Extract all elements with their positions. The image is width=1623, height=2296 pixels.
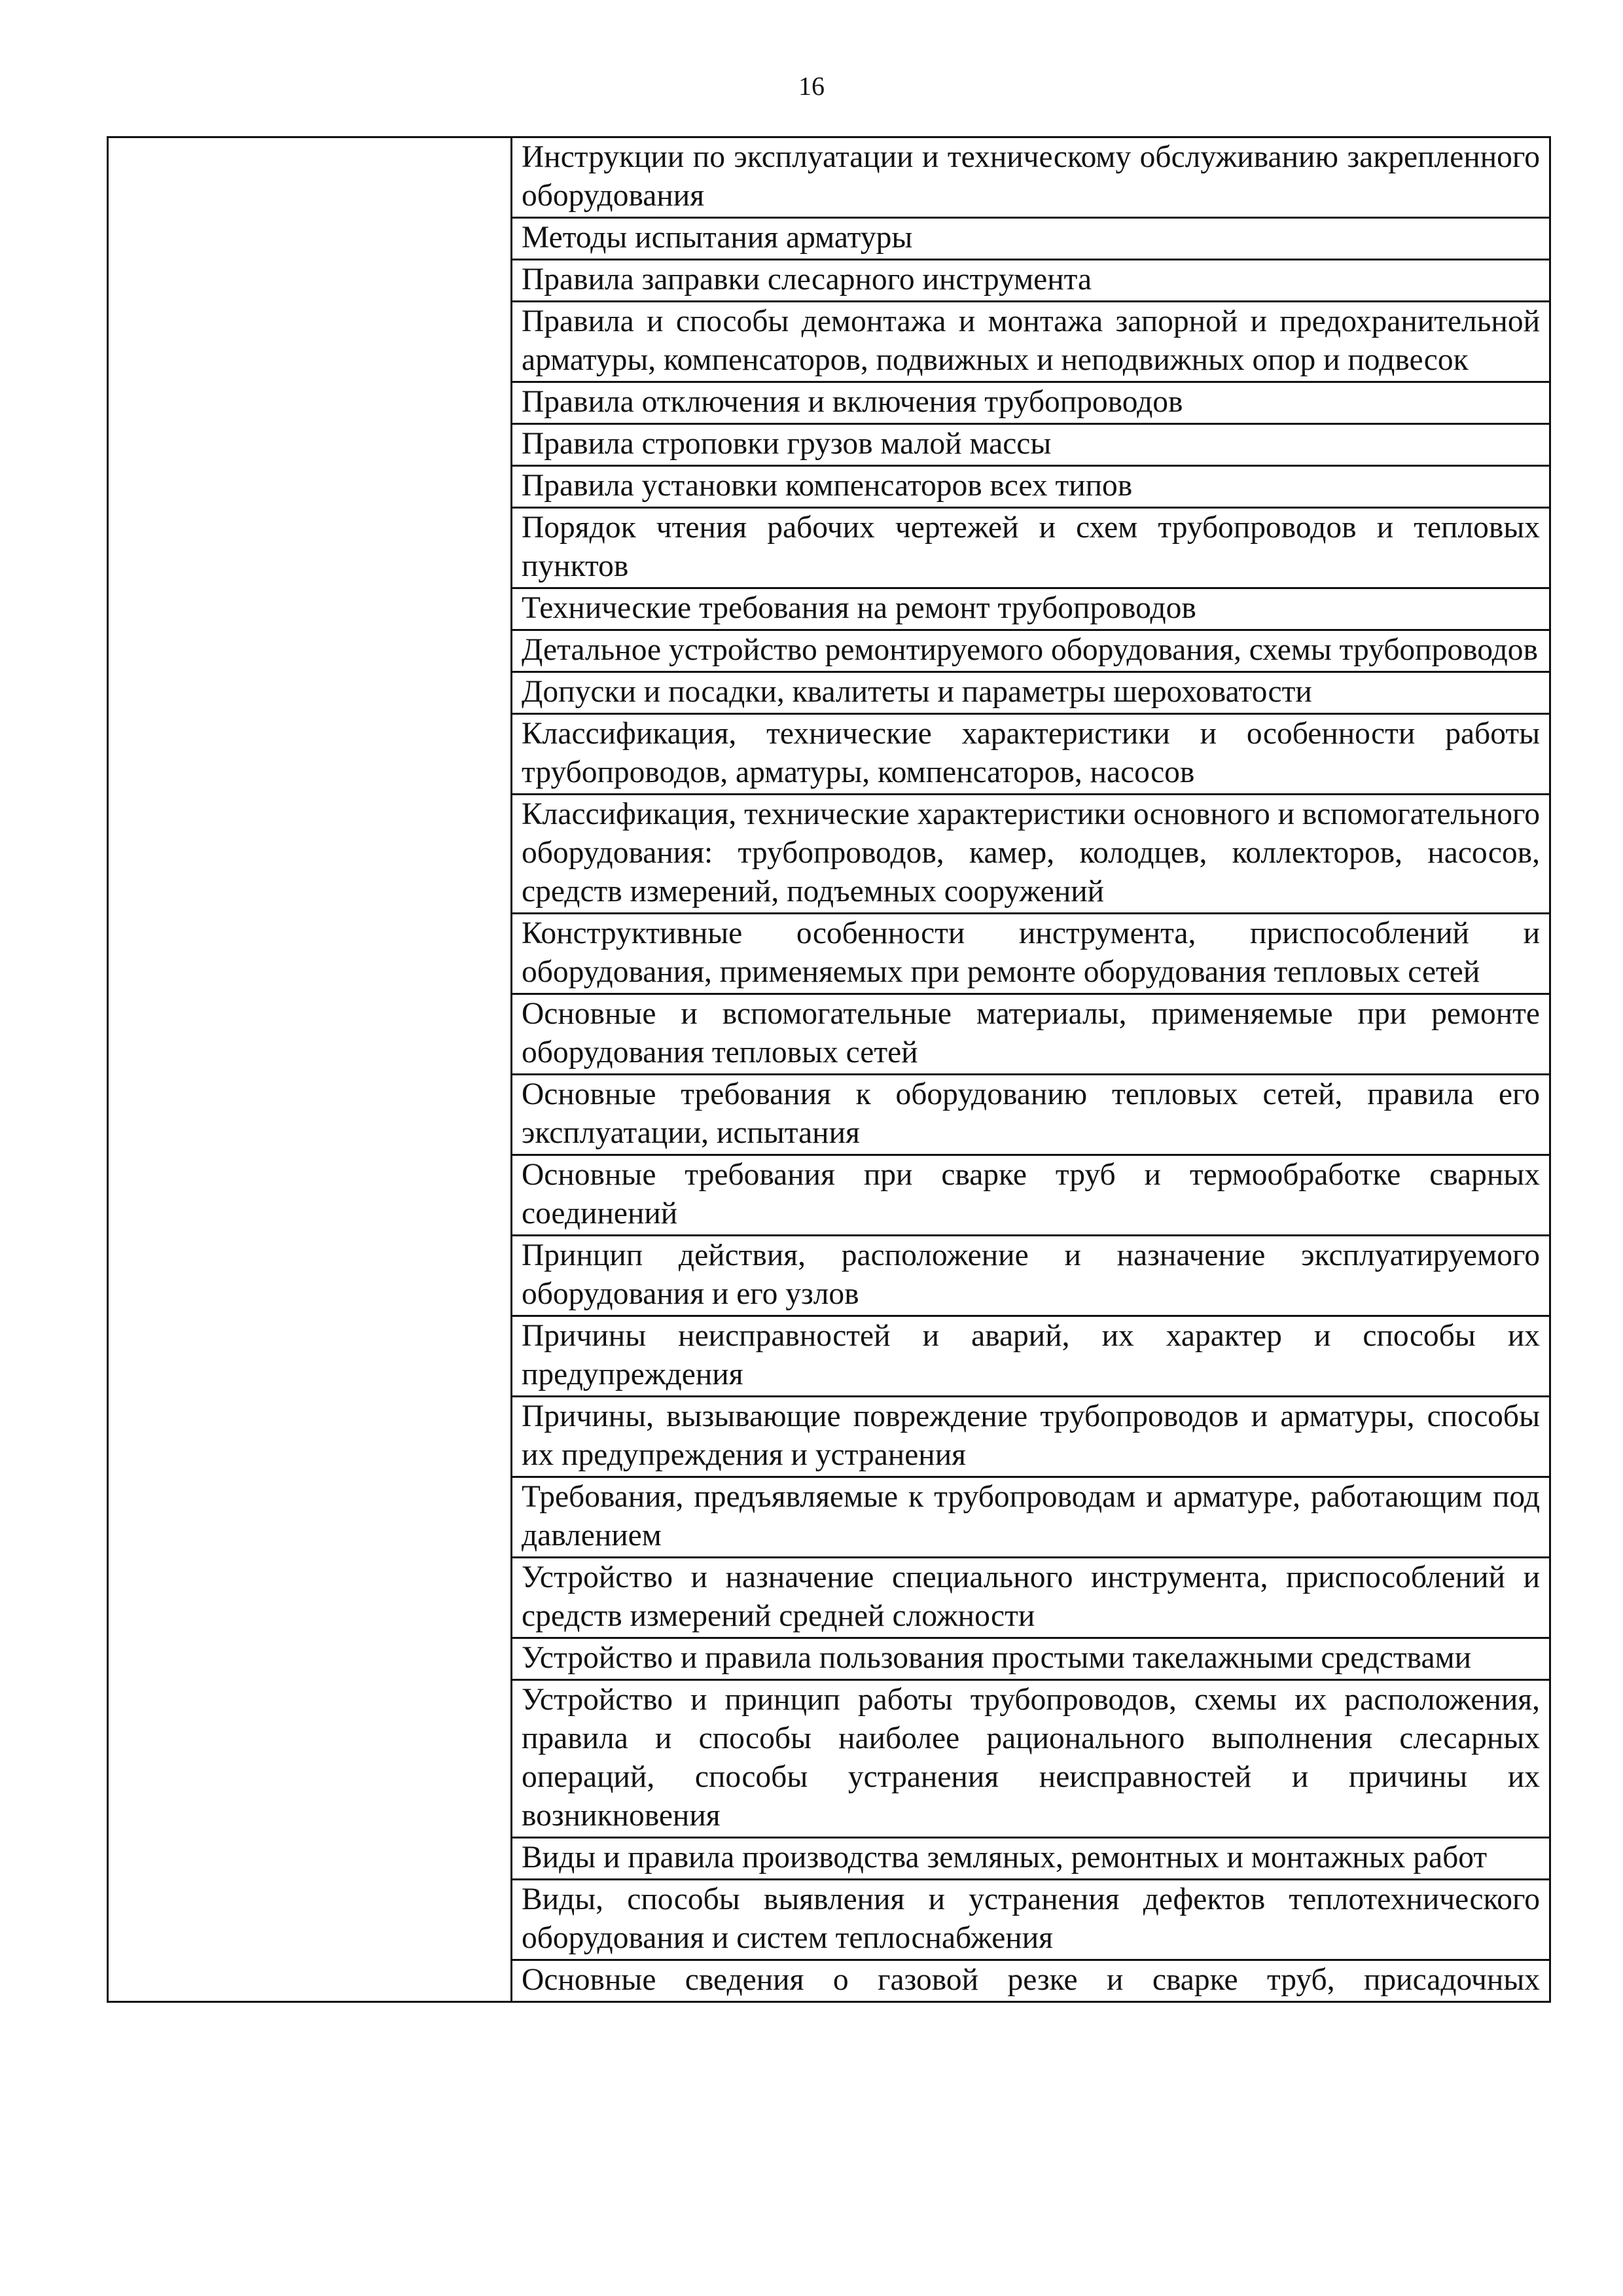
table-cell: Требования, предъявляемые к трубопроводам и арматуре, работающим под давлением [512,1477,1550,1558]
table-cell: Устройство и правила пользования простыми такелажными средствами [512,1638,1550,1680]
table-cell: Правила отключения и включения трубопроводов [512,382,1550,424]
page-number: 16 [798,71,825,101]
table-cell: Классификация, технические характеристики основного и вспомогательного оборудования: трубопроводов, камер, колодцев, коллекторов, насосов, средств измерений, подъемных сооружений [512,795,1550,914]
left-column-cell [108,137,512,2002]
table-cell: Виды и правила производства земляных, ремонтных и монтажных работ [512,1838,1550,1880]
table-cell: Инструкции по эксплуатации и техническому обслуживанию закрепленного оборудования [512,137,1550,218]
table-cell: Виды, способы выявления и устранения дефектов теплотехнического оборудования и систем теплоснабжения [512,1880,1550,1960]
table-cell: Основные и вспомогательные материалы, применяемые при ремонте оборудования тепловых сетей [512,994,1550,1075]
table-cell: Принцип действия, расположение и назначение эксплуатируемого оборудования и его узлов [512,1236,1550,1316]
table-cell: Правила установки компенсаторов всех типов [512,466,1550,508]
table-cell: Правила и способы демонтажа и монтажа запорной и предохранительной арматуры, компенсаторов, подвижных и неподвижных опор и подвесок [512,302,1550,382]
table-cell: Конструктивные особенности инструмента, приспособлений и оборудования, применяемых при ремонте оборудования тепловых сетей [512,914,1550,994]
table-cell: Основные сведения о газовой резке и сварке труб, присадочных [512,1960,1550,2002]
table-cell: Основные требования к оборудованию тепловых сетей, правила его эксплуатации, испытания [512,1075,1550,1155]
table-cell: Технические требования на ремонт трубопроводов [512,588,1550,630]
table-cell: Детальное устройство ремонтируемого оборудования, схемы трубопроводов [512,630,1550,672]
table-cell: Классификация, технические характеристики и особенности работы трубопроводов, арматуры, компенсаторов, насосов [512,714,1550,795]
table-cell: Причины неисправностей и аварий, их характер и способы их предупреждения [512,1316,1550,1397]
table-cell: Устройство и назначение специального инструмента, приспособлений и средств измерений средней сложности [512,1558,1550,1638]
table-cell: Правила заправки слесарного инструмента [512,260,1550,302]
table-cell: Методы испытания арматуры [512,218,1550,260]
knowledge-table [107,136,1551,2003]
table-cell: Порядок чтения рабочих чертежей и схем трубопроводов и тепловых пунктов [512,508,1550,588]
table-cell: Правила строповки грузов малой массы [512,424,1550,466]
table-cell: Допуски и посадки, квалитеты и параметры шероховатости [512,672,1550,714]
table-row [108,137,1550,218]
table-cell: Причины, вызывающие повреждение трубопроводов и арматуры, способы их предупреждения и устранения [512,1397,1550,1477]
table-cell: Основные требования при сварке труб и термообработке сварных соединений [512,1155,1550,1236]
table-cell: Устройство и принцип работы трубопроводов, схемы их расположения, правила и способы наиболее рационального выполнения слесарных операций, способы устранения неисправностей и причины их возникновения [512,1680,1550,1838]
